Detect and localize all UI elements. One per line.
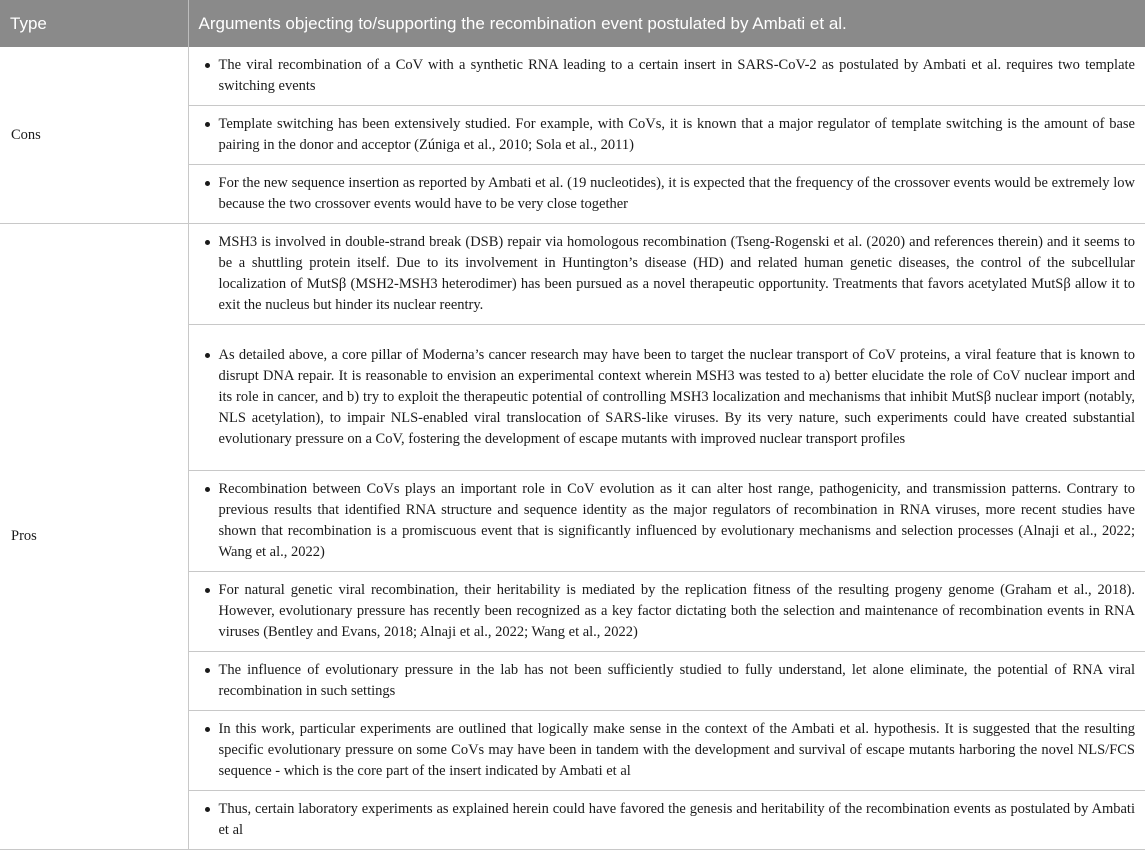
table-row: [0, 47, 1145, 106]
argument-cell: [188, 652, 1145, 711]
bullet-icon: [205, 181, 210, 186]
argument-text: The influence of evolutionary pressure in the lab has not been sufficiently studied to fully understand, let alone eliminate, the potential of RNA viral recombination in such settings: [218, 662, 1135, 699]
bullet-icon: [205, 727, 210, 732]
bullet-icon: [205, 63, 210, 68]
bullet-icon: [205, 588, 210, 593]
argument-text: Template switching has been extensively studied. For example, with CoVs, it is known that a major regulator of template switching is the amount of base pairing in the donor and acceptor (Zúniga et al., 2010; Sola et al., 2011): [218, 116, 1135, 153]
bullet-icon: [205, 122, 210, 127]
header-arguments: Arguments objecting to/supporting the recombination event postulated by Ambati et al.: [188, 0, 1145, 47]
argument-text: For natural genetic viral recombination, their heritability is mediated by the replication fitness of the resulting progeny genome (Graham et al., 2018). However, evolutionary pressure has recently been recognized as a key factor dictating both the selection and maintenance of recombination events in RNA viruses (Bentley and Evans, 2018; Alnaji et al., 2022; Wang et al., 2022): [218, 582, 1135, 640]
argument-cell: [188, 106, 1145, 165]
bullet-icon: [205, 807, 210, 812]
bullet-icon: [205, 668, 210, 673]
bullet-icon: [205, 353, 210, 358]
bullet-icon: [205, 240, 210, 245]
bullet-icon: [205, 487, 210, 492]
argument-cell: [188, 325, 1145, 471]
argument-text: The viral recombination of a CoV with a synthetic RNA leading to a certain insert in SARS-CoV-2 as postulated by Ambati et al. requires two template switching events: [218, 57, 1135, 94]
argument-text: Thus, certain laboratory experiments as explained herein could have favored the genesis and heritability of the recombination events as postulated by Ambati et al: [218, 801, 1135, 838]
type-cell-cons: Cons: [0, 47, 188, 224]
argument-text: As detailed above, a core pillar of Moderna’s cancer research may have been to target the nuclear transport of CoV proteins, a viral feature that is known to disrupt DNA repair. It is reasonable to envision an experimental context wherein MSH3 was tested to a) better elucidate the role of CoV nuclear import and its role in cancer, and b) try to exploit the therapeutic potential of controlling MSH3 localization and mechanisms that inhibit MutSβ nuclear import (notably, NLS acetylation), to impair NLS-enabled viral translocation of SARS-like viruses. By its very nature, such experiments could have created substantial evolutionary pressure on a CoV, fostering the development of escape mutants with improved nuclear transport profiles: [218, 347, 1135, 447]
header-row: [0, 0, 1145, 47]
argument-cell: [188, 47, 1145, 106]
argument-text: For the new sequence insertion as reported by Ambati et al. (19 nucleotides), it is expected that the frequency of the crossover events would be extremely low because the two crossover events would have to be very close together: [218, 175, 1135, 212]
argument-cell: [188, 165, 1145, 224]
type-cell-pros: Pros: [0, 224, 188, 850]
argument-cell: [188, 791, 1145, 850]
argument-text: In this work, particular experiments are outlined that logically make sense in the context of the Ambati et al. hypothesis. It is suggested that the resulting specific evolutionary pressure on some CoVs may have been in tandem with the development and survival of escape mutants harboring the novel NLS/FCS sequence - which is the core part of the insert indicated by Ambati et al: [218, 721, 1135, 779]
argument-text: MSH3 is involved in double-strand break (DSB) repair via homologous recombination (Tseng-Rogenski et al. (2020) and references therein) and it seems to be a shuttling protein itself. Due to its involvement in Huntington’s disease (HD) and related human genetic diseases, the control of the subcellular localization of MutSβ (MSH2-MSH3 heterodimer) has been pursued as a novel therapeutic opportunity. Treatments that favors acetylated MutSβ allow it to exit the nucleus but hinder its nuclear reentry.: [218, 234, 1135, 313]
argument-cell: [188, 572, 1145, 652]
argument-cell: [188, 711, 1145, 791]
argument-text: Recombination between CoVs plays an important role in CoV evolution as it can alter host range, pathogenicity, and transmission patterns. Contrary to previous results that identified RNA structure and sequence identity as the major regulators of recombination in RNA viruses, more recent studies have shown that recombination is a promiscuous event that is significantly influenced by evolutionary mechanisms and selection processes (Alnaji et al., 2022; Wang et al., 2022): [218, 481, 1135, 560]
table-row: [0, 224, 1145, 325]
argument-cell: [188, 224, 1145, 325]
table-body: [0, 47, 1145, 850]
argument-cell: [188, 471, 1145, 572]
header-type: Type: [0, 0, 188, 47]
